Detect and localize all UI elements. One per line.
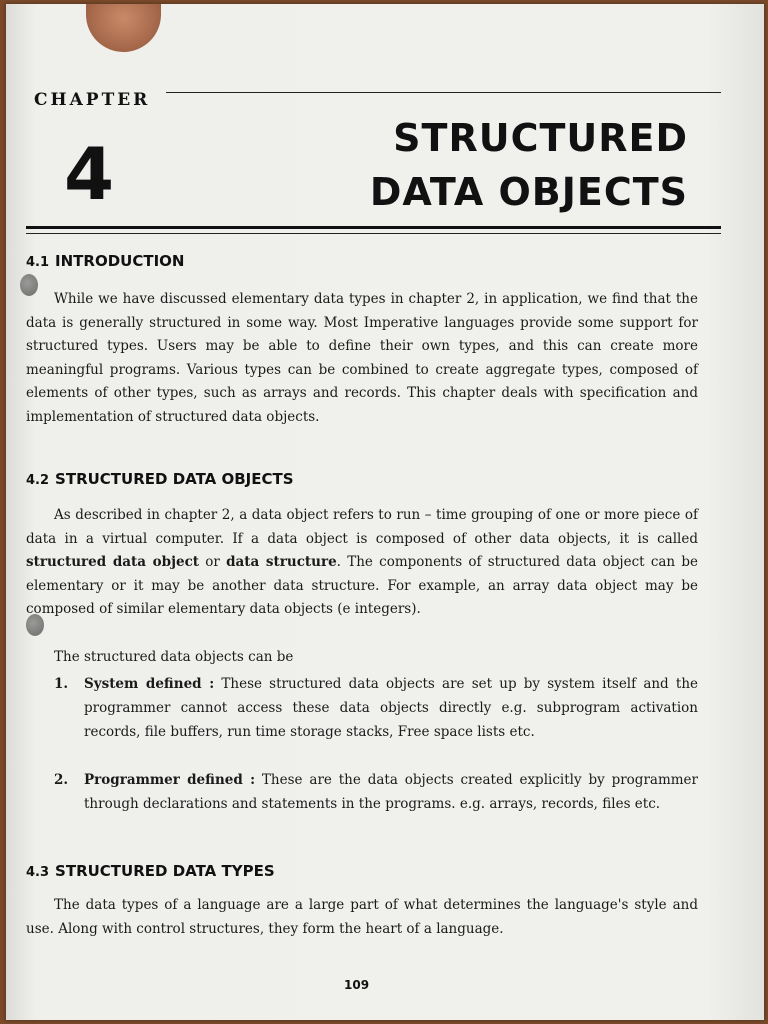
text-run: or	[199, 554, 227, 570]
list-term: System defined :	[84, 676, 215, 692]
data-types-paragraph: The data types of a language are a large part of what determines the language's style and use. Along with control structures, they form the heart of a language.	[26, 897, 698, 937]
section-title: INTRODUCTION	[55, 252, 185, 270]
section-heading-4-2	[26, 470, 294, 488]
list-text: These are the data objects created explicitly by programmer through declarations and statements in the programs. e.g. arrays, records, files etc.	[84, 772, 698, 812]
section-number: 4.2	[26, 473, 50, 488]
list-number: 1.	[54, 676, 69, 692]
list-text: These structured data objects are set up by system itself and the programmer cannot access these data objects directly e.g. subprogram activation records, file buffers, run time storage stacks, Free space lists etc.	[84, 676, 699, 740]
title-rule-thin	[26, 233, 721, 234]
header-rule	[166, 92, 721, 93]
text-run: . The components of structured data object can be elementary or it may be another data structure. For example, an array data object may be composed of similar elementary data objects (e integers).	[26, 554, 698, 617]
chapter-title-line-1: STRUCTURED	[393, 116, 688, 160]
term-data-structure: data structure	[226, 554, 337, 570]
list-item	[54, 768, 698, 816]
book-page	[6, 4, 764, 1020]
list-term: Programmer defined :	[84, 772, 256, 788]
list-number: 2.	[54, 772, 69, 788]
list-item	[54, 672, 698, 744]
section-number: 4.1	[26, 255, 50, 270]
section-heading-4-3	[26, 862, 275, 880]
chapter-label: CHAPTER	[34, 90, 151, 110]
intro-paragraph: While we have discussed elementary data types in chapter 2, in application, we find that the data is generally structured in some way. Most Imperative languages provide some support for structured types. Users may be able to define their own types, and this can create more meaningful programs. Various types can be combined to create aggregate types, composed of elements of other types, such as arrays and records. This chapter deals with specification and implementation of structured data objects.	[26, 291, 698, 425]
term-structured-data-object: structured data object	[26, 554, 200, 570]
text-run: As described in chapter 2, a data object refers to run – time grouping of one or more piece of data in a virtual computer. If a data object is composed of other data objects, it is called	[26, 507, 698, 547]
title-rule-thick	[26, 226, 721, 229]
thumb	[86, 4, 161, 52]
list-intro: The structured data objects can be	[54, 649, 294, 665]
section-number: 4.3	[26, 865, 50, 880]
structured-objects-paragraph	[26, 504, 698, 622]
page-number: 109	[344, 978, 370, 992]
section-title: STRUCTURED DATA TYPES	[55, 862, 275, 880]
chapter-number: 4	[64, 132, 115, 216]
chapter-title-line-2: DATA OBJECTS	[369, 170, 688, 214]
section-title: STRUCTURED DATA OBJECTS	[55, 470, 294, 488]
section-heading-4-1	[26, 252, 184, 270]
